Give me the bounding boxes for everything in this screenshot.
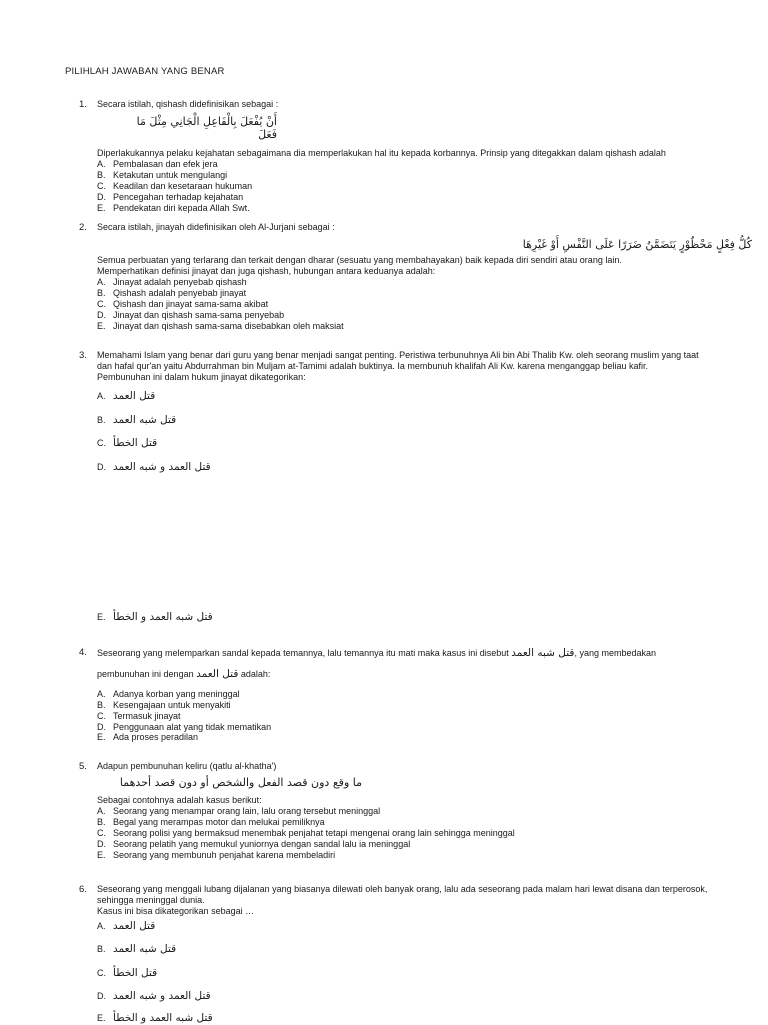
option-e[interactable]: E. Pendekatan diri kepada Allah Swt. xyxy=(97,202,250,213)
option-e[interactable]: E. قتل شبه العمد و الخطأ xyxy=(97,1012,213,1024)
arabic-definition: ما وقع دون قصد الفعل والشخص أو دون قصد أحدهما xyxy=(119,775,362,789)
option-c[interactable]: C. Keadilan dan kesetaraan hukuman xyxy=(97,180,253,191)
option-a[interactable]: A. قتل العمد xyxy=(97,920,156,932)
option-list xyxy=(97,159,719,214)
option-list xyxy=(97,806,719,861)
question-text: Memperhatikan definisi jinayat dan juga qishash, hubungan antara keduanya adalah: xyxy=(97,266,436,277)
option-e[interactable]: E. Seorang yang membunuh penjahat karena membeladiri xyxy=(97,850,336,861)
option-a[interactable]: A. قتل العمد xyxy=(97,390,156,402)
question-text: Sebagai contohnya adalah kasus berikut: xyxy=(97,795,262,806)
option-b[interactable]: B. قتل شبه العمد xyxy=(97,943,177,955)
option-a[interactable]: A. Pembalasan dan efek jera xyxy=(97,158,218,169)
option-d[interactable]: D. Penggunaan alat yang tidak mematikan xyxy=(97,721,272,732)
question-text: Pembunuhan ini dalam hukum jinayat dikategorikan: xyxy=(97,371,306,382)
option-d[interactable]: D. Jinayat dan qishash sama-sama penyebab xyxy=(97,310,285,321)
option-a[interactable]: A. Adanya korban yang meninggal xyxy=(97,688,240,699)
question-number: 4. xyxy=(79,647,87,658)
arabic-definition: أَنْ يُفْعَلَ بِالْفَاعِلِ الْجَانِي مِثْلَ مَا فَعَلَ xyxy=(136,114,277,142)
question-text: Seseorang yang menggali lubang dijalanan yang biasanya dilewati oleh banyak orang, lalu ada seseorang pada malam hari lewat disana dan terperosok, xyxy=(97,884,708,894)
page-title: PILIHLAH JAWABAN YANG BENAR xyxy=(65,66,225,77)
option-b[interactable]: B. Kesengajaan untuk menyakiti xyxy=(97,699,231,710)
option-c[interactable]: C. Termasuk jinayat xyxy=(97,710,181,721)
arabic-definition: كُلُّ فِعْلٍ مَحْظُوْرٍ يَتَضَمَّنُ ضَرَرًا عَلَى النَّفْسِ أَوْ غَيْرِهَا xyxy=(522,237,752,251)
option-c[interactable]: C. Qishash dan jinayat sama-sama akibat xyxy=(97,299,269,310)
question-4 xyxy=(79,647,739,743)
question-text: Memahami Islam yang benar dari guru yang benar menjadi sangat penting. Peristiwa terbunuhnya Ali bin Abi Thalib Kw. oleh seorang muslim yang taat xyxy=(97,350,699,360)
question-text: Seseorang yang melemparkan sandal kepada temannya, lalu temannya itu mati maka kasus ini disebut قتل شبه العمد, yang membedakan xyxy=(97,647,657,659)
question-1 xyxy=(79,99,719,214)
question-text: Kasus ini bisa dikategorikan sebagai … xyxy=(97,905,255,916)
question-text: Semua perbuatan yang terlarang dan terkait dengan dharar (sesuatu yang membahayakan) baik kepada diri sendiri atau orang lain. xyxy=(97,255,622,266)
question-text: dan hafal qur'an yaitu Abdurrahman bin Muljam at-Tamimi adalah buktinya. Ia membunuh khalifah Ali Kw. karena menganggap beliau kafir. xyxy=(97,360,649,371)
question-text: Adapun pembunuhan keliru (qatlu al-khatha') xyxy=(97,761,277,771)
option-b[interactable]: B. Qishash adalah penyebab jinayat xyxy=(97,288,247,299)
question-text: pembunuhan ini dengan قتل العمد adalah: xyxy=(97,667,271,680)
question-number: 3. xyxy=(79,350,87,361)
question-6 xyxy=(79,884,739,917)
option-list xyxy=(97,689,739,744)
option-b[interactable]: B. Ketakutan untuk mengulangi xyxy=(97,169,228,180)
option-c[interactable]: C. قتل الخطأ xyxy=(97,967,158,979)
option-list xyxy=(97,277,719,332)
option-c[interactable]: C. Seorang polisi yang bermaksud menembak penjahat tetapi mengenai orang lain sehingga meninggal xyxy=(97,828,515,839)
question-text: Diperlakukannya pelaku kejahatan sebagaimana dia memperlakukan hal itu kepada korbannya. Prinsip yang ditegakkan dalam qishash adalah xyxy=(97,147,666,158)
question-2 xyxy=(79,222,752,332)
question-number: 6. xyxy=(79,884,87,895)
option-b[interactable]: B. قتل شبه العمد xyxy=(97,414,177,426)
option-e[interactable]: E. قتل شبه العمد و الخطأ xyxy=(97,611,213,623)
option-a[interactable]: A. Jinayat adalah penyebab qishash xyxy=(97,277,247,288)
option-b[interactable]: B. Begal yang merampas motor dan melukai pemiliknya xyxy=(97,817,325,828)
option-c[interactable]: C. قتل الخطأ xyxy=(97,437,158,449)
question-5 xyxy=(79,761,719,861)
question-text: Secara istilah, qishash didefinisikan sebagai : xyxy=(97,99,279,109)
option-d[interactable]: D. Pencegahan terhadap kejahatan xyxy=(97,191,244,202)
question-number: 5. xyxy=(79,761,87,772)
option-d[interactable]: D. قتل العمد و شبه العمد xyxy=(97,990,211,1002)
question-text: sehingga meninggal dunia. xyxy=(97,894,205,905)
option-e[interactable]: E. Ada proses peradilan xyxy=(97,732,199,743)
option-a[interactable]: A. Seorang yang menampar orang lain, lalu orang tersebut meninggal xyxy=(97,806,381,817)
question-text: Secara istilah, jinayah didefinisikan oleh Al-Jurjani sebagai : xyxy=(97,222,335,232)
question-number: 2. xyxy=(79,222,87,233)
option-d[interactable]: D. Seorang pelatih yang memukul yuniornya dengan sandal lalu ia meninggal xyxy=(97,839,411,850)
option-e[interactable]: E. Jinayat dan qishash sama-sama disebabkan oleh maksiat xyxy=(97,321,344,332)
question-3 xyxy=(79,350,739,383)
question-number: 1. xyxy=(79,99,87,110)
option-d[interactable]: D. قتل العمد و شبه العمد xyxy=(97,461,211,473)
